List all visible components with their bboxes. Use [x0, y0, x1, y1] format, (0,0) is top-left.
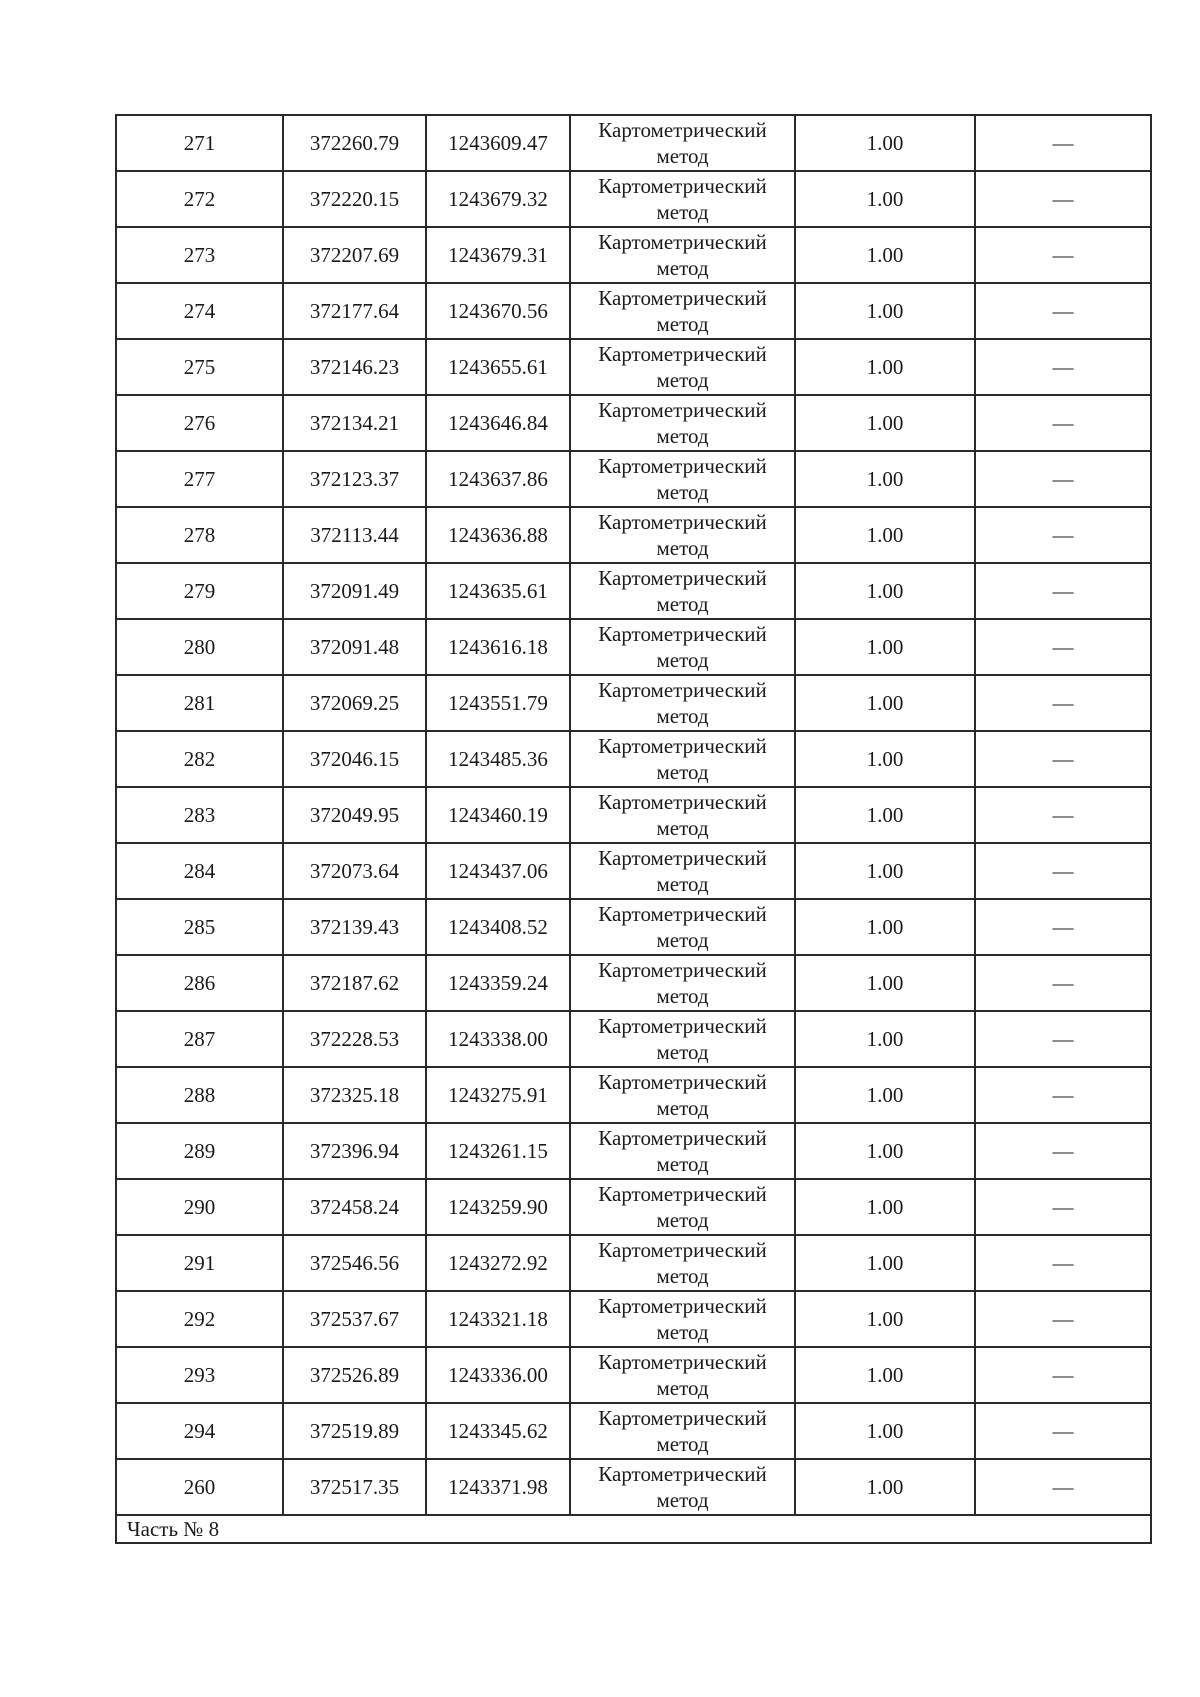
- point-number-cell: 260: [116, 1459, 283, 1515]
- point-number-cell: 272: [116, 171, 283, 227]
- description-cell: —: [975, 563, 1151, 619]
- method-cell: [570, 1011, 795, 1067]
- point-number-cell: 274: [116, 283, 283, 339]
- x-coordinate-cell: 372260.79: [283, 115, 426, 171]
- point-number-cell: 279: [116, 563, 283, 619]
- point-number-cell: 283: [116, 787, 283, 843]
- method-line-1: Картометрический: [598, 1014, 767, 1038]
- x-coordinate-cell: 372069.25: [283, 675, 426, 731]
- coordinates-table: [115, 114, 1152, 1544]
- x-coordinate-cell: 372325.18: [283, 1067, 426, 1123]
- method-line-1: Картометрический: [598, 1350, 767, 1374]
- x-coordinate-cell: 372177.64: [283, 283, 426, 339]
- table-row: [116, 1459, 1151, 1515]
- y-coordinate-cell: 1243551.79: [426, 675, 570, 731]
- point-number-cell: 290: [116, 1179, 283, 1235]
- x-coordinate-cell: 372123.37: [283, 451, 426, 507]
- method-cell: [570, 1235, 795, 1291]
- method-cell: [570, 787, 795, 843]
- table-row: [116, 339, 1151, 395]
- point-number-cell: 277: [116, 451, 283, 507]
- description-cell: —: [975, 1123, 1151, 1179]
- description-cell: —: [975, 955, 1151, 1011]
- table-body: [116, 115, 1151, 1543]
- x-coordinate-cell: 372396.94: [283, 1123, 426, 1179]
- table-row: [116, 675, 1151, 731]
- point-number-cell: 278: [116, 507, 283, 563]
- description-cell: —: [975, 339, 1151, 395]
- x-coordinate-cell: 372546.56: [283, 1235, 426, 1291]
- method-cell: [570, 227, 795, 283]
- method-cell: [570, 899, 795, 955]
- method-line-1: Картометрический: [598, 958, 767, 982]
- accuracy-cell: 1.00: [795, 955, 975, 1011]
- y-coordinate-cell: 1243338.00: [426, 1011, 570, 1067]
- method-cell: [570, 1067, 795, 1123]
- method-cell: [570, 115, 795, 171]
- description-cell: —: [975, 451, 1151, 507]
- method-line-1: Картометрический: [598, 1070, 767, 1094]
- accuracy-cell: 1.00: [795, 1403, 975, 1459]
- method-line-1: Картометрический: [598, 1294, 767, 1318]
- method-line-1: Картометрический: [598, 1182, 767, 1206]
- part-row: [116, 1515, 1151, 1543]
- description-cell: —: [975, 1179, 1151, 1235]
- x-coordinate-cell: 372113.44: [283, 507, 426, 563]
- method-cell: [570, 675, 795, 731]
- point-number-cell: 282: [116, 731, 283, 787]
- y-coordinate-cell: 1243460.19: [426, 787, 570, 843]
- y-coordinate-cell: 1243408.52: [426, 899, 570, 955]
- method-line-1: Картометрический: [598, 230, 767, 254]
- method-line-2: метод: [656, 1320, 709, 1344]
- accuracy-cell: 1.00: [795, 1291, 975, 1347]
- y-coordinate-cell: 1243679.31: [426, 227, 570, 283]
- x-coordinate-cell: 372091.49: [283, 563, 426, 619]
- table-row: [116, 563, 1151, 619]
- x-coordinate-cell: 372046.15: [283, 731, 426, 787]
- point-number-cell: 271: [116, 115, 283, 171]
- point-number-cell: 289: [116, 1123, 283, 1179]
- method-line-2: метод: [656, 368, 709, 392]
- description-cell: —: [975, 507, 1151, 563]
- accuracy-cell: 1.00: [795, 731, 975, 787]
- table-row: [116, 1347, 1151, 1403]
- description-cell: —: [975, 675, 1151, 731]
- method-line-2: метод: [656, 928, 709, 952]
- description-cell: —: [975, 227, 1151, 283]
- table-row: [116, 171, 1151, 227]
- method-line-2: метод: [656, 760, 709, 784]
- y-coordinate-cell: 1243259.90: [426, 1179, 570, 1235]
- y-coordinate-cell: 1243261.15: [426, 1123, 570, 1179]
- table-row: [116, 843, 1151, 899]
- table-row: [116, 955, 1151, 1011]
- point-number-cell: 293: [116, 1347, 283, 1403]
- method-line-2: метод: [656, 816, 709, 840]
- description-cell: —: [975, 395, 1151, 451]
- method-line-2: метод: [656, 256, 709, 280]
- x-coordinate-cell: 372526.89: [283, 1347, 426, 1403]
- method-line-1: Картометрический: [598, 846, 767, 870]
- description-cell: —: [975, 731, 1151, 787]
- table-row: [116, 115, 1151, 171]
- accuracy-cell: 1.00: [795, 171, 975, 227]
- table-row: [116, 1403, 1151, 1459]
- method-line-1: Картометрический: [598, 1462, 767, 1486]
- x-coordinate-cell: 372519.89: [283, 1403, 426, 1459]
- y-coordinate-cell: 1243670.56: [426, 283, 570, 339]
- table-row: [116, 787, 1151, 843]
- method-cell: [570, 283, 795, 339]
- table-row: [116, 283, 1151, 339]
- method-line-2: метод: [656, 1208, 709, 1232]
- table-row: [116, 1291, 1151, 1347]
- y-coordinate-cell: 1243609.47: [426, 115, 570, 171]
- table-row: [116, 1179, 1151, 1235]
- x-coordinate-cell: 372458.24: [283, 1179, 426, 1235]
- method-cell: [570, 731, 795, 787]
- table-row: [116, 899, 1151, 955]
- accuracy-cell: 1.00: [795, 1011, 975, 1067]
- y-coordinate-cell: 1243321.18: [426, 1291, 570, 1347]
- description-cell: —: [975, 1291, 1151, 1347]
- method-cell: [570, 1123, 795, 1179]
- x-coordinate-cell: 372049.95: [283, 787, 426, 843]
- method-cell: [570, 1291, 795, 1347]
- accuracy-cell: 1.00: [795, 1459, 975, 1515]
- method-line-2: метод: [656, 312, 709, 336]
- method-line-2: метод: [656, 1264, 709, 1288]
- method-line-2: метод: [656, 480, 709, 504]
- method-line-2: метод: [656, 144, 709, 168]
- method-line-2: метод: [656, 1152, 709, 1176]
- accuracy-cell: 1.00: [795, 115, 975, 171]
- y-coordinate-cell: 1243679.32: [426, 171, 570, 227]
- y-coordinate-cell: 1243635.61: [426, 563, 570, 619]
- method-line-2: метод: [656, 1376, 709, 1400]
- y-coordinate-cell: 1243485.36: [426, 731, 570, 787]
- table-row: [116, 1123, 1151, 1179]
- point-number-cell: 284: [116, 843, 283, 899]
- table-row: [116, 451, 1151, 507]
- y-coordinate-cell: 1243275.91: [426, 1067, 570, 1123]
- y-coordinate-cell: 1243437.06: [426, 843, 570, 899]
- y-coordinate-cell: 1243272.92: [426, 1235, 570, 1291]
- description-cell: —: [975, 843, 1151, 899]
- y-coordinate-cell: 1243655.61: [426, 339, 570, 395]
- x-coordinate-cell: 372146.23: [283, 339, 426, 395]
- x-coordinate-cell: 372517.35: [283, 1459, 426, 1515]
- method-cell: [570, 395, 795, 451]
- table-row: [116, 395, 1151, 451]
- method-line-2: метод: [656, 1432, 709, 1456]
- accuracy-cell: 1.00: [795, 339, 975, 395]
- x-coordinate-cell: 372187.62: [283, 955, 426, 1011]
- method-cell: [570, 1459, 795, 1515]
- y-coordinate-cell: 1243636.88: [426, 507, 570, 563]
- method-line-1: Картометрический: [598, 342, 767, 366]
- accuracy-cell: 1.00: [795, 899, 975, 955]
- method-line-1: Картометрический: [598, 118, 767, 142]
- y-coordinate-cell: 1243336.00: [426, 1347, 570, 1403]
- accuracy-cell: 1.00: [795, 787, 975, 843]
- y-coordinate-cell: 1243359.24: [426, 955, 570, 1011]
- point-number-cell: 294: [116, 1403, 283, 1459]
- method-line-1: Картометрический: [598, 1238, 767, 1262]
- description-cell: —: [975, 1067, 1151, 1123]
- accuracy-cell: 1.00: [795, 1067, 975, 1123]
- method-cell: [570, 563, 795, 619]
- point-number-cell: 280: [116, 619, 283, 675]
- y-coordinate-cell: 1243637.86: [426, 451, 570, 507]
- method-cell: [570, 451, 795, 507]
- accuracy-cell: 1.00: [795, 283, 975, 339]
- x-coordinate-cell: 372091.48: [283, 619, 426, 675]
- description-cell: —: [975, 1459, 1151, 1515]
- y-coordinate-cell: 1243345.62: [426, 1403, 570, 1459]
- method-line-1: Картометрический: [598, 622, 767, 646]
- point-number-cell: 287: [116, 1011, 283, 1067]
- method-line-1: Картометрический: [598, 510, 767, 534]
- method-line-1: Картометрический: [598, 398, 767, 422]
- x-coordinate-cell: 372073.64: [283, 843, 426, 899]
- table-row: [116, 1067, 1151, 1123]
- description-cell: —: [975, 1347, 1151, 1403]
- accuracy-cell: 1.00: [795, 227, 975, 283]
- y-coordinate-cell: 1243371.98: [426, 1459, 570, 1515]
- method-line-1: Картометрический: [598, 734, 767, 758]
- method-cell: [570, 171, 795, 227]
- method-line-2: метод: [656, 1488, 709, 1512]
- point-number-cell: 292: [116, 1291, 283, 1347]
- accuracy-cell: 1.00: [795, 843, 975, 899]
- method-line-2: метод: [656, 872, 709, 896]
- method-line-2: метод: [656, 648, 709, 672]
- method-line-1: Картометрический: [598, 678, 767, 702]
- method-cell: [570, 619, 795, 675]
- description-cell: —: [975, 899, 1151, 955]
- y-coordinate-cell: 1243646.84: [426, 395, 570, 451]
- method-line-1: Картометрический: [598, 1406, 767, 1430]
- accuracy-cell: 1.00: [795, 563, 975, 619]
- description-cell: —: [975, 1235, 1151, 1291]
- document-page: [115, 114, 1150, 1544]
- accuracy-cell: 1.00: [795, 619, 975, 675]
- description-cell: —: [975, 1011, 1151, 1067]
- accuracy-cell: 1.00: [795, 451, 975, 507]
- point-number-cell: 285: [116, 899, 283, 955]
- table-row: [116, 507, 1151, 563]
- method-line-1: Картометрический: [598, 174, 767, 198]
- x-coordinate-cell: 372207.69: [283, 227, 426, 283]
- accuracy-cell: 1.00: [795, 1347, 975, 1403]
- point-number-cell: 286: [116, 955, 283, 1011]
- method-line-2: метод: [656, 200, 709, 224]
- x-coordinate-cell: 372228.53: [283, 1011, 426, 1067]
- table-row: [116, 227, 1151, 283]
- method-line-2: метод: [656, 984, 709, 1008]
- accuracy-cell: 1.00: [795, 507, 975, 563]
- method-line-1: Картометрический: [598, 286, 767, 310]
- table-row: [116, 1011, 1151, 1067]
- accuracy-cell: 1.00: [795, 675, 975, 731]
- description-cell: —: [975, 1403, 1151, 1459]
- accuracy-cell: 1.00: [795, 395, 975, 451]
- method-cell: [570, 1403, 795, 1459]
- method-line-1: Картометрический: [598, 902, 767, 926]
- method-cell: [570, 339, 795, 395]
- method-cell: [570, 1179, 795, 1235]
- method-line-1: Картометрический: [598, 566, 767, 590]
- table-row: [116, 1235, 1151, 1291]
- description-cell: —: [975, 171, 1151, 227]
- method-cell: [570, 843, 795, 899]
- method-line-2: метод: [656, 536, 709, 560]
- method-line-2: метод: [656, 704, 709, 728]
- method-line-2: метод: [656, 592, 709, 616]
- description-cell: —: [975, 619, 1151, 675]
- point-number-cell: 276: [116, 395, 283, 451]
- method-cell: [570, 1347, 795, 1403]
- method-line-1: Картометрический: [598, 790, 767, 814]
- method-cell: [570, 507, 795, 563]
- description-cell: —: [975, 787, 1151, 843]
- x-coordinate-cell: 372139.43: [283, 899, 426, 955]
- accuracy-cell: 1.00: [795, 1123, 975, 1179]
- point-number-cell: 291: [116, 1235, 283, 1291]
- accuracy-cell: 1.00: [795, 1179, 975, 1235]
- point-number-cell: 288: [116, 1067, 283, 1123]
- method-line-2: метод: [656, 1040, 709, 1064]
- point-number-cell: 273: [116, 227, 283, 283]
- x-coordinate-cell: 372134.21: [283, 395, 426, 451]
- point-number-cell: 281: [116, 675, 283, 731]
- x-coordinate-cell: 372220.15: [283, 171, 426, 227]
- table-row: [116, 731, 1151, 787]
- point-number-cell: 275: [116, 339, 283, 395]
- accuracy-cell: 1.00: [795, 1235, 975, 1291]
- x-coordinate-cell: 372537.67: [283, 1291, 426, 1347]
- method-line-2: метод: [656, 1096, 709, 1120]
- description-cell: —: [975, 283, 1151, 339]
- method-cell: [570, 955, 795, 1011]
- method-line-1: Картометрический: [598, 1126, 767, 1150]
- y-coordinate-cell: 1243616.18: [426, 619, 570, 675]
- part-label: Часть № 8: [116, 1515, 1151, 1543]
- method-line-1: Картометрический: [598, 454, 767, 478]
- description-cell: —: [975, 115, 1151, 171]
- method-line-2: метод: [656, 424, 709, 448]
- table-row: [116, 619, 1151, 675]
